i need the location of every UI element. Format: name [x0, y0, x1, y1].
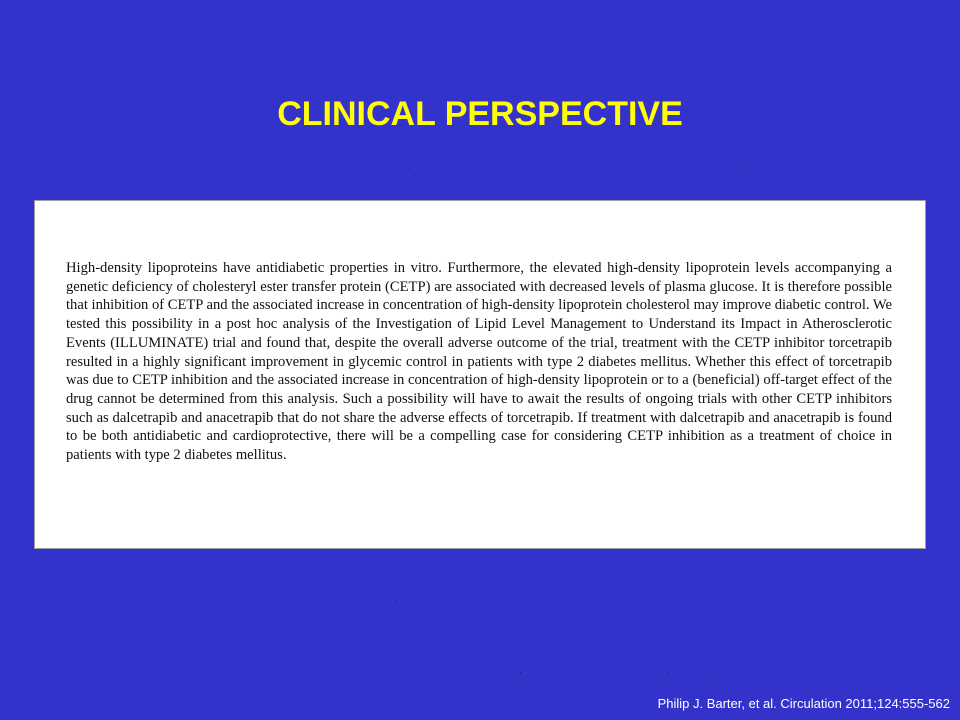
speck-mark: [520, 672, 521, 673]
speck-mark: [714, 672, 715, 673]
speck-mark: [395, 600, 396, 601]
speck-mark: [668, 672, 669, 673]
speck-mark: [409, 168, 410, 169]
speck-mark: [746, 168, 747, 169]
slide-title: CLINICAL PERSPECTIVE: [277, 95, 683, 133]
abstract-text: High-density lipoproteins have antidiabetic properties in vitro. Furthermore, the elevated high-density lipoprotein levels accompanying a genetic deficiency of cholesteryl ester transfer protein (CETP) are associated with decreased levels of plasma glucose. It is therefore possible that inhibition of CETP and the associated increase in concentration of high-density lipoprotein cholesterol may improve diabetic control. We tested this possibility in a post hoc analysis of the Investigation of Lipid Level Management to Understand its Impact in Atherosclerotic Events (ILLUMINATE) trial and found that, despite the overall adverse outcome of the trial, treatment with the CETP inhibitor torcetrapib resulted in a highly significant improvement in glycemic control in patients with type 2 diabetes mellitus. Whether this effect of torcetrapib was due to CETP inhibition and the associated increase in concentration of high-density lipoprotein or to a (beneficial) off-target effect of the drug cannot be determined from this analysis. Such a possibility will have to await the results of ongoing trials with other CETP inhibitors such as dalcetrapib and anacetrapib that do not share the adverse effects of torcetrapib. If treatment with dalcetrapib and anacetrapib is found to be both antidiabetic and cardioprotective, there will be a compelling case for considering CETP inhibition as a treatment of choice in patients with type 2 diabetes mellitus.: [66, 260, 892, 464]
abstract-panel: [34, 200, 926, 549]
citation: Philip J. Barter, et al. Circulation 2011;124:555-562: [657, 696, 950, 711]
